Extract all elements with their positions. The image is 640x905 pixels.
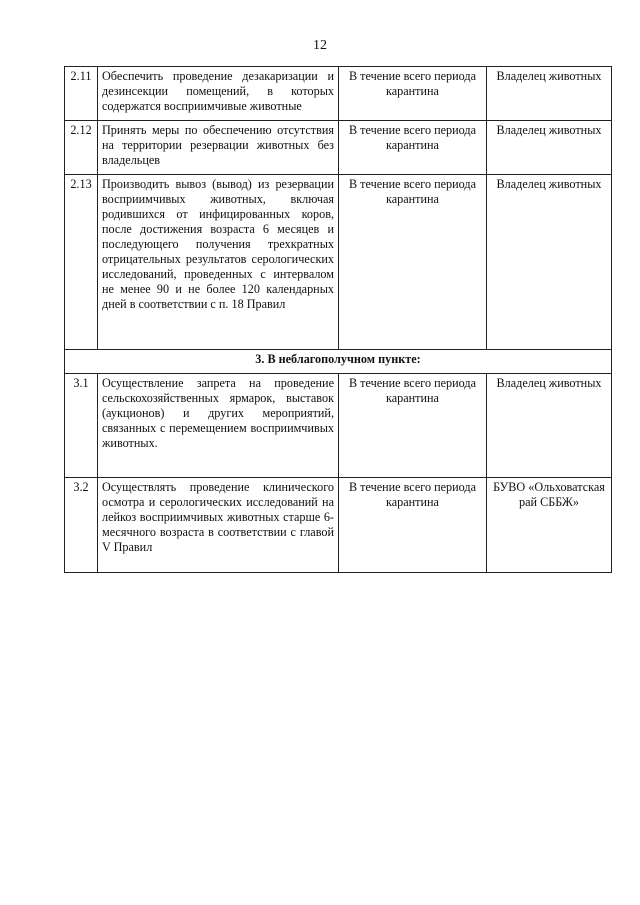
- term-text: В течение всего периода карантина: [339, 67, 487, 121]
- table-row: [65, 67, 612, 121]
- term-text: В течение всего периода карантина: [339, 478, 487, 573]
- measure-text: Осуществление запрета на проведение сельскохозяйственных ярмарок, выставок (аукционов) и других мероприятий, связанных с перемещением восприимчивых животных.: [98, 374, 339, 478]
- section-header-row: [65, 350, 612, 374]
- table-row: [65, 121, 612, 175]
- term-text: В течение всего периода карантина: [339, 121, 487, 175]
- table-row: [65, 175, 612, 350]
- page-number: 12: [313, 38, 327, 53]
- row-number: 3.2: [65, 478, 98, 573]
- measure-text: Осуществлять проведение клинического осмотра и серологических исследований на лейкоз восприимчивых животных старше 6-месячного возраста в соответствии с главой V Правил: [98, 478, 339, 573]
- quarantine-measures-table: [64, 66, 612, 573]
- section-title: 3. В неблагополучном пункте:: [65, 350, 612, 374]
- term-text: В течение всего периода карантина: [339, 175, 487, 350]
- responsible-text: Владелец животных: [487, 374, 612, 478]
- measure-text: Принять меры по обеспечению отсутствия на территории резервации животных без владельцев: [98, 121, 339, 175]
- responsible-text: Владелец животных: [487, 121, 612, 175]
- term-text: В течение всего периода карантина: [339, 374, 487, 478]
- row-number: 3.1: [65, 374, 98, 478]
- measure-text: Производить вывоз (вывод) из резервации восприимчивых животных, включая родившихся от инфицированных коров, после достижения возраста 6 месяцев и последующего получения трехкратных отрицательных результатов серологических исследований, проведенных с интервалом не менее 90 и не более 120 календарных дней в соответствии с п. 18 Правил: [98, 175, 339, 350]
- responsible-text: Владелец животных: [487, 67, 612, 121]
- row-number: 2.11: [65, 67, 98, 121]
- table-row: [65, 374, 612, 478]
- responsible-text: БУВО «Ольховатская рай СББЖ»: [487, 478, 612, 573]
- measure-text: Обеспечить проведение дезакаризации и дезинсекции помещений, в которых содержатся восприимчивые животные: [98, 67, 339, 121]
- table-row: [65, 478, 612, 573]
- responsible-text: Владелец животных: [487, 175, 612, 350]
- row-number: 2.12: [65, 121, 98, 175]
- row-number: 2.13: [65, 175, 98, 350]
